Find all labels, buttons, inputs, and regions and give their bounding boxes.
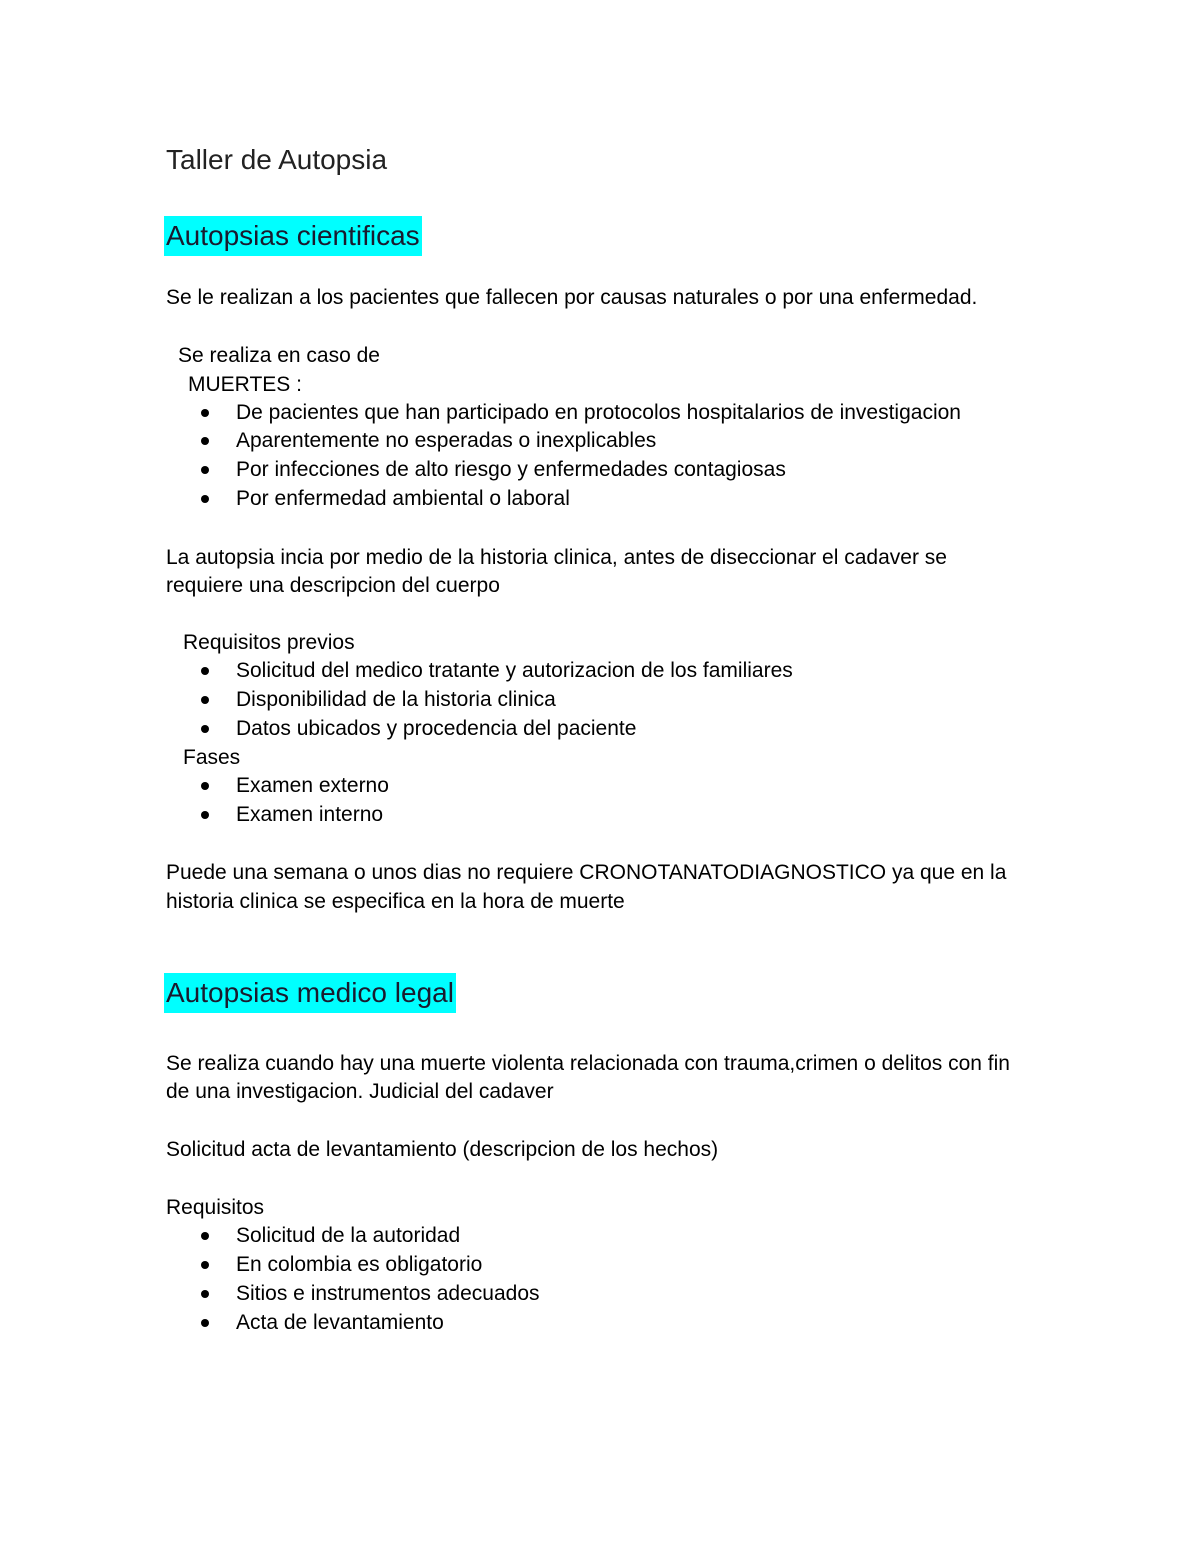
- bullet-icon: [201, 409, 209, 417]
- list-item: Disponibilidad de la historia clinica: [236, 688, 556, 711]
- section2-act-line: Solicitud acta de levantamiento (descripcion de los hechos): [166, 1138, 719, 1161]
- list-item: Aparentemente no esperadas o inexplicables: [236, 429, 657, 452]
- bullet-icon: [201, 782, 209, 790]
- section1-closing-line2: historia clinica se especifica en la hora de muerte: [166, 890, 625, 913]
- list-item: Solicitud de la autoridad: [236, 1224, 461, 1247]
- section1-closing-line1: Puede una semana o unos dias no requiere CRONOTANATODIAGNOSTICO ya que en la: [166, 861, 1007, 884]
- phases-label: Fases: [183, 746, 241, 769]
- section1-paragraph-line1: La autopsia incia por medio de la historia clinica, antes de diseccionar el cadaver se: [166, 546, 947, 569]
- list-item: En colombia es obligatorio: [236, 1253, 483, 1276]
- list-item: Por infecciones de alto riesgo y enfermedades contagiosas: [236, 458, 786, 481]
- bullet-icon: [201, 696, 209, 704]
- list-item: Sitios e instrumentos adecuados: [236, 1282, 540, 1305]
- list-item: Acta de levantamiento: [236, 1311, 444, 1334]
- requirements-label: Requisitos previos: [183, 631, 355, 654]
- case-intro-line1: Se realiza en caso de: [178, 344, 380, 367]
- list-item: Datos ubicados y procedencia del paciente: [236, 717, 637, 740]
- list-item: Solicitud del medico tratante y autorizacion de los familiares: [236, 659, 793, 682]
- bullet-icon: [201, 667, 209, 675]
- list-item: Examen interno: [236, 803, 384, 826]
- bullet-icon: [201, 1232, 209, 1240]
- list-item: Por enfermedad ambiental o laboral: [236, 487, 570, 510]
- bullet-icon: [201, 1319, 209, 1327]
- section2-requirements-label: Requisitos: [166, 1196, 265, 1219]
- section-heading-scientific: Autopsias cientificas: [164, 216, 422, 256]
- list-item: De pacientes que han participado en protocolos hospitalarios de investigacion: [236, 401, 961, 424]
- document-title: Taller de Autopsia: [166, 144, 388, 175]
- bullet-icon: [201, 466, 209, 474]
- section2-intro-line1: Se realiza cuando hay una muerte violenta relacionada con trauma,crimen o delitos con fin: [166, 1052, 1010, 1075]
- list-item: Examen externo: [236, 774, 389, 797]
- bullet-icon: [201, 437, 209, 445]
- section1-intro: Se le realizan a los pacientes que fallecen por causas naturales o por una enfermedad.: [166, 286, 978, 309]
- bullet-icon: [201, 1261, 209, 1269]
- section1-paragraph-line2: requiere una descripcion del cuerpo: [166, 574, 500, 597]
- bullet-icon: [201, 725, 209, 733]
- case-intro-line2: MUERTES :: [188, 373, 302, 396]
- bullet-icon: [201, 811, 209, 819]
- section-heading-legal: Autopsias medico legal: [164, 973, 456, 1013]
- section2-intro-line2: de una investigacion. Judicial del cadaver: [166, 1080, 554, 1103]
- bullet-icon: [201, 1290, 209, 1298]
- bullet-icon: [201, 495, 209, 503]
